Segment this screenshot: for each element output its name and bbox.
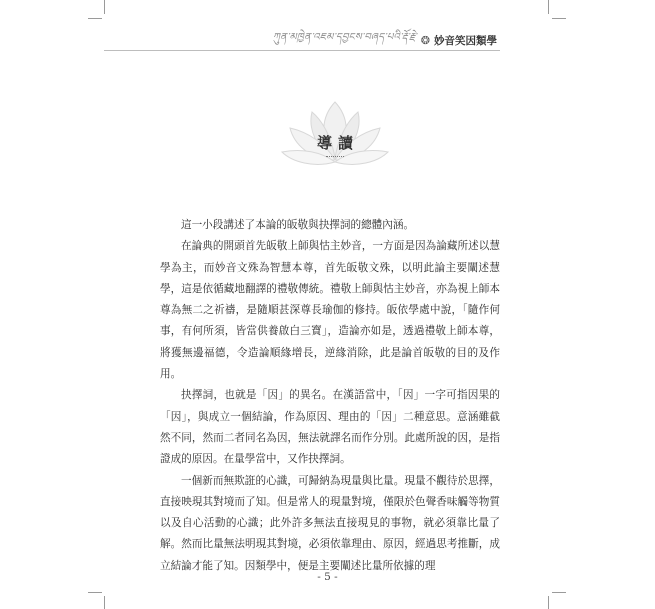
- crop-mark-top-right-h: [552, 18, 566, 19]
- crop-mark-top-right-v: [548, 0, 549, 14]
- crop-mark-top-left-v: [104, 0, 105, 14]
- crop-mark-bottom-left-h: [88, 592, 102, 593]
- dharma-wheel-icon: ❂: [420, 33, 430, 47]
- page-number: - 5 -: [317, 571, 338, 583]
- crop-mark-top-left-h: [88, 18, 102, 19]
- paragraph-3: 抉擇詞，也就是「因」的異名。在漢語當中，「因」一字可指因果的「因」，與成立一個結論，作為原因、理由的「因」二種意思。意涵雖截然不同，然而二者同名為因，無法就譯名而作分別。此處所說的因，是指證成的原因。在量學當中，又作抉擇詞。: [160, 389, 500, 466]
- crop-mark-bottom-right-h: [552, 592, 566, 593]
- title-underline-dots: [326, 156, 344, 159]
- paragraph-2: 在論典的開頭首先皈敬上師與怙主妙音，一方面是因為論藏所述以慧學為主，而妙音文殊為智慧本尊，首先皈敬文殊，以明此論主要闡述慧學，這是依循藏地翻譯的禮敬傳統。禮敬上師與怙主妙音，亦為視上師本尊為無二之祈禱，是隨順甚深尊長瑜伽的修持。皈依學處中說，「隨作何事，有何所須，皆當供養啟白三寶」，造論亦如是，透過禮敬上師本尊，將獲無邊福德，令造論順緣增長，逆緣消除，此是論首皈敬的目的及作用。: [160, 240, 500, 381]
- body-text: [160, 215, 500, 577]
- header-book-title: 妙音笑因類學: [434, 34, 497, 47]
- header-tibetan-title: ཀུན་མཁྱེན་འཇམ་དབྱངས་བཞད་པའི་རྡོ་རྗེ་: [272, 32, 417, 43]
- paragraph-4: 一個新而無欺誑的心識，可歸納為現量與比量。現量不觀待於思擇，直接映現其對境而了知。但是常人的現量對境，僅限於色聲香味觸等物質以及自心活動的心識；此外許多無法直接現見的事物，就必須靠比量了解。然而比量無法明現其對境，必須依靠理由、原因，經過思考推斷，成立結論才能了知。因類學中，便是主要闡述比量所依據的理: [160, 474, 500, 572]
- crop-mark-bottom-left-v: [104, 596, 105, 609]
- header-rule: [104, 50, 500, 51]
- crop-mark-bottom-right-v: [548, 596, 549, 609]
- section-title: 導讀: [316, 134, 359, 152]
- paragraph-1: 這一小段講述了本論的皈敬與抉擇詞的總體內涵。: [181, 219, 415, 231]
- section-heading: [280, 98, 390, 176]
